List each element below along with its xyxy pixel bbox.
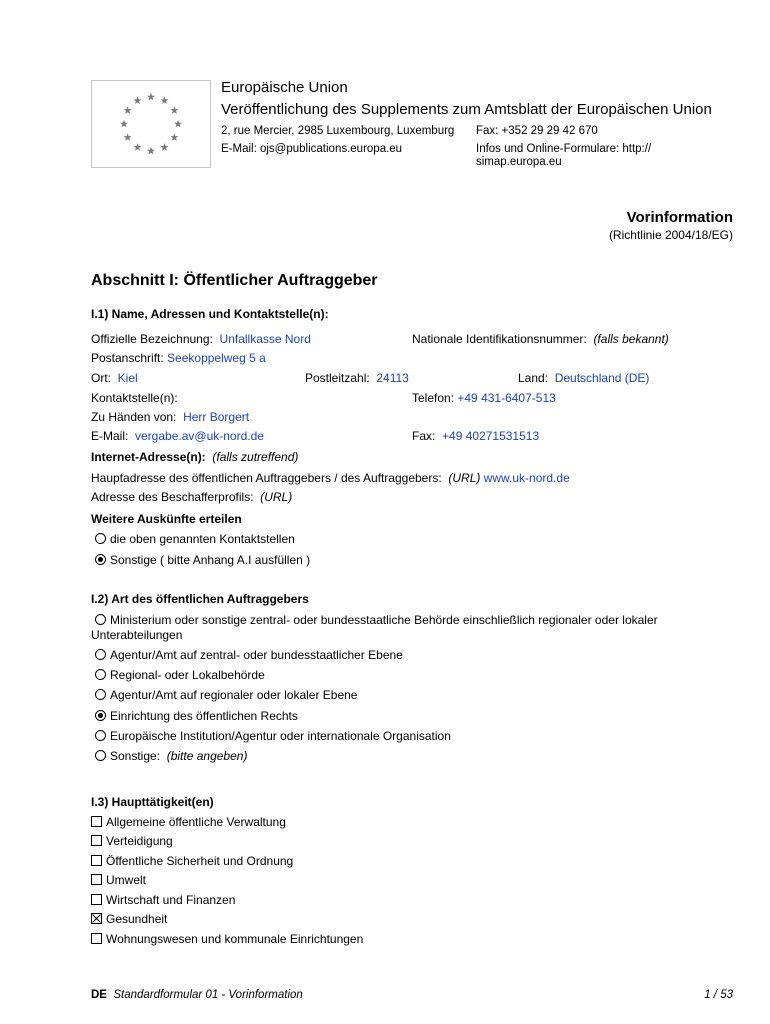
buyer-profile-label: Adresse des Beschafferprofils: [91,490,254,504]
org-name: Europäische Union [221,79,348,96]
country-label: Land: [518,371,549,385]
attention-label: Zu Händen von: [91,410,177,424]
star-icon [124,106,132,114]
star-icon [124,133,132,141]
authority-type-option[interactable] [95,709,298,723]
activity-label: Gesundheit [106,912,168,926]
checkbox-icon[interactable] [91,933,102,944]
zip-label: Postleitzahl: [305,371,370,385]
email-label: E-Mail: [91,429,129,443]
authority-type-option[interactable] [95,729,451,743]
activity-option[interactable] [91,893,235,907]
fax-label: Fax: [412,429,436,443]
activity-option[interactable] [91,815,286,829]
eu-flag-stars-icon [92,81,210,167]
postal-row [91,351,266,365]
activity-label: Wohnungswesen und kommunale Einrichtungen [106,932,364,946]
official-name-value: Unfallkasse Nord [219,332,311,346]
main-url-value[interactable]: www.uk-nord.de [483,471,570,485]
star-icon [134,96,142,104]
authority-type-label: Europäische Institution/Agentur oder internationale Organisation [110,729,451,743]
star-icon [161,143,169,151]
activity-option[interactable] [91,854,293,868]
phone-label: Telefon: [412,391,455,405]
radio-selected-icon[interactable] [95,710,106,721]
more-info-option-label: die oben genannten Kontaktstellen [110,532,295,546]
eu-flag-logo [91,80,211,168]
national-id-label: Nationale Identifikationsnummer: [412,332,587,346]
main-url-label: Hauptadresse des öffentlichen Auftraggebers / des Auftraggebers: [91,471,442,485]
star-icon [134,143,142,151]
country-row [518,371,649,385]
office-email: E-Mail: ojs@publications.europa.eu [221,143,403,155]
section-heading: Abschnitt I: Öffentlicher Auftraggeber [91,272,378,289]
star-icon [161,96,169,104]
internet-hint: (falls zutreffend) [212,450,299,464]
zip-value: 24113 [376,371,409,385]
city-row [91,371,138,385]
page-number: 1 / 53 [704,989,733,1001]
radio-icon[interactable] [95,614,106,625]
activity-label: Öffentliche Sicherheit und Ordnung [106,854,294,868]
official-name-row [91,332,311,346]
i3-heading: I.3) Haupttätigkeit(en) [91,795,214,809]
city-label: Ort: [91,371,111,385]
notice-subtitle: (Richtlinie 2004/18/EG) [608,228,733,242]
authority-type-label: Sonstige: [110,749,161,763]
email-row [91,429,264,443]
more-info-heading: Weitere Auskünfte erteilen [91,512,242,526]
star-icon [170,133,178,141]
activity-option[interactable] [91,932,363,946]
footer-lang: DE [91,989,107,1001]
buyer-profile-hint: (URL) [260,490,293,504]
main-url-row [91,471,570,485]
internet-label: Internet-Adresse(n): [91,450,206,464]
authority-type-hint: (bitte angeben) [166,749,248,763]
internet-row [91,450,298,464]
contact-label: Kontaktstelle(n): [91,391,178,405]
checkbox-checked-icon[interactable] [91,913,102,924]
radio-icon[interactable] [95,730,106,741]
radio-icon[interactable] [95,750,106,761]
radio-icon[interactable] [95,669,106,680]
national-id-hint: (falls bekannt) [593,332,669,346]
more-info-option[interactable] [95,532,295,546]
more-info-option[interactable] [95,553,310,567]
radio-selected-icon[interactable] [95,554,106,565]
activity-option[interactable] [91,873,146,887]
activity-label: Umwelt [106,873,147,887]
checkbox-icon[interactable] [91,874,102,885]
postal-label: Postanschrift: [91,351,164,365]
i1-heading: I.1) Name, Adressen und Kontaktstelle(n): [91,307,329,321]
city-value: Kiel [117,371,138,385]
checkbox-icon[interactable] [91,816,102,827]
official-name-label: Offizielle Bezeichnung: [91,332,213,346]
authority-type-label: Ministerium oder sonstige zentral- oder bundesstaatliche Behörde einschließlich regionaler oder lokaler [110,613,658,627]
star-icon [120,120,128,128]
star-icon [147,147,155,155]
authority-type-option[interactable] [95,688,357,702]
star-icon [170,106,178,114]
attention-value: Herr Borgert [183,410,250,424]
phone-row [412,391,556,405]
postal-value: Seekoppelweg 5 a [167,351,266,365]
authority-type-option[interactable] [95,668,265,682]
info-line-1: Infos und Online-Formulare: http:// [476,143,652,155]
authority-type-label: Regional- oder Lokalbehörde [110,668,265,682]
activity-label: Allgemeine öffentliche Verwaltung [106,815,286,829]
authority-type-option[interactable] [95,749,247,763]
fax-value: +49 40271531513 [442,429,540,443]
radio-icon[interactable] [95,533,106,544]
footer-form [91,989,303,1001]
authority-type-label: Einrichtung des öffentlichen Rechts [110,709,298,723]
checkbox-icon[interactable] [91,835,102,846]
authority-type-label-continued: Unterabteilungen [91,628,183,642]
authority-type-option[interactable] [95,648,403,662]
checkbox-icon[interactable] [91,855,102,866]
star-icon [147,93,155,101]
activity-label: Verteidigung [106,834,173,848]
zip-row [305,371,409,385]
radio-icon[interactable] [95,689,106,700]
national-id-row [412,332,669,346]
checkbox-icon[interactable] [91,894,102,905]
publication-title: Veröffentlichung des Supplements zum Amtsblatt der Europäischen Union [221,101,712,118]
info-line-2: simap.europa.eu [476,156,562,168]
authority-type-label: Agentur/Amt auf zentral- oder bundesstaatlicher Ebene [110,648,403,662]
footer-form-name: Standardformular 01 - Vorinformation [113,989,303,1001]
activity-option[interactable] [91,834,173,848]
more-info-option-label: Sonstige ( bitte Anhang A.I ausfüllen ) [110,553,311,567]
buyer-profile-row [91,490,292,504]
authority-type-label: Agentur/Amt auf regionaler oder lokaler Ebene [110,688,358,702]
phone-value: +49 431-6407-513 [457,391,556,405]
fax-row [412,429,539,443]
main-url-hint: (URL) [448,471,481,485]
i2-heading: I.2) Art des öffentlichen Auftraggebers [91,592,309,606]
radio-icon[interactable] [95,649,106,660]
activity-option[interactable] [91,912,167,926]
office-address: 2, rue Mercier, 2985 Luxembourg, Luxemburg [221,125,455,137]
email-value[interactable]: vergabe.av@uk-nord.de [135,429,264,443]
attention-row [91,410,249,424]
country-value: Deutschland (DE) [554,371,650,385]
office-fax: Fax: +352 29 29 42 670 [476,125,598,137]
notice-title: Vorinformation [626,209,733,226]
authority-type-option[interactable] [95,613,658,627]
activity-label: Wirtschaft und Finanzen [106,893,236,907]
star-icon [174,120,182,128]
